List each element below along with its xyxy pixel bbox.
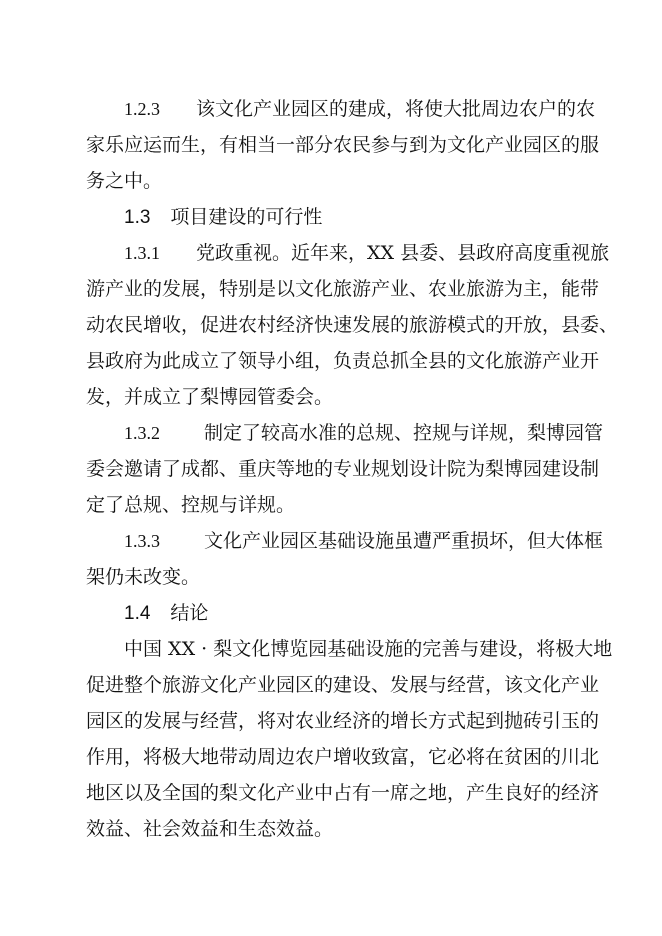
section-heading-1-3 [124,205,624,229]
section-number: 1.3.2 [124,423,160,443]
paragraph-line: 园区的发展与经营，将对农业经济的增长方式起到抛砖引玉的 [86,710,600,732]
paragraph-text: 党政重视。近年来，XX 县委、县政府高度重视旅 [196,242,610,264]
paragraph-text: 制定了较高水准的总规、控规与详规，梨博园管 [204,422,604,444]
section-1-3-2-first-line [124,421,624,445]
paragraph-line: 家乐应运而生，有相当一部分农民参与到为文化产业园区的服 [86,134,600,156]
paragraph-line: 委会邀请了成都、重庆等地的专业规划设计院为梨博园建设制 [86,458,600,480]
paragraph-line: 地区以及全国的梨文化产业中占有一席之地，产生良好的经济 [86,782,600,804]
section-number: 1.3.3 [124,531,160,551]
heading-number: 1.3 [124,207,151,228]
paragraph-line: 架仍未改变。 [86,566,201,588]
paragraph-line: 促进整个旅游文化产业园区的建设、发展与经营，该文化产业 [86,674,600,696]
section-1-2-3-first-line [124,97,624,121]
paragraph-line: 县政府为此成立了领导小组，负责总抓全县的文化旅游产业开 [86,350,600,372]
heading-title: 项目建设的可行性 [170,206,323,228]
paragraph-line: 作用，将极大地带动周边农户增收致富，它必将在贫困的川北 [86,746,600,768]
paragraph-line: 定了总规、控规与详规。 [86,494,296,516]
paragraph-text: 文化产业园区基础设施虽遭严重损坏，但大体框 [204,530,604,552]
paragraph-text: 该文化产业园区的建成，将使大批周边农户的农 [196,98,596,120]
section-heading-1-4 [124,601,624,625]
paragraph-line: 动农民增收，促进农村经济快速发展的旅游模式的开放，县委、 [86,314,619,336]
section-1-3-3-first-line [124,529,624,553]
heading-number: 1.4 [124,603,151,624]
heading-title: 结论 [170,602,209,624]
paragraph-line: 发，并成立了梨博园管委会。 [86,386,334,408]
section-1-3-1-first-line [124,241,624,265]
paragraph-line: 效益、社会效益和生态效益。 [86,818,334,840]
section-number: 1.3.1 [124,243,160,263]
conclusion-first-line: 中国 XX · 梨文化博览园基础设施的完善与建设，将极大地 [124,638,613,660]
paragraph-line: 务之中。 [86,170,163,192]
paragraph-line: 游产业的发展，特别是以文化旅游产业、农业旅游为主，能带 [86,278,600,300]
section-number: 1.2.3 [124,99,160,119]
